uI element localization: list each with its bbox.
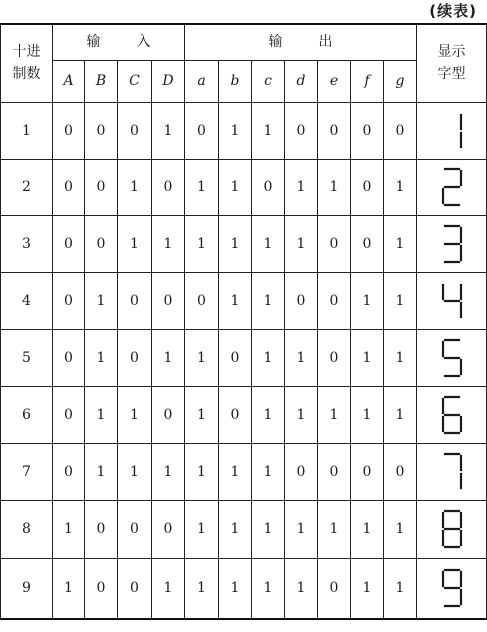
input-cell: 0 — [53, 215, 85, 272]
output-cell: 1 — [285, 159, 318, 215]
input-cell: 0 — [118, 272, 152, 329]
output-cell: 0 — [219, 329, 252, 386]
input-cell: 1 — [152, 558, 185, 619]
table-row — [1, 443, 487, 500]
header-row-groups — [1, 24, 487, 60]
output-var-header: c — [252, 60, 285, 102]
output-cell: 1 — [384, 272, 417, 329]
output-cell: 1 — [185, 215, 219, 272]
output-group-char-2: 出 — [318, 34, 333, 51]
input-cell: 1 — [85, 443, 118, 500]
output-cell: 1 — [384, 159, 417, 215]
seven-segment-digit — [440, 109, 464, 153]
input-cell: 1 — [53, 500, 85, 558]
output-group-char-1: 输 — [268, 34, 283, 51]
output-cell: 1 — [384, 329, 417, 386]
display-cell — [417, 500, 487, 558]
output-cell: 0 — [351, 159, 384, 215]
decimal-cell: 3 — [1, 215, 53, 272]
input-cell: 0 — [53, 443, 85, 500]
decimal-cell: 5 — [1, 329, 53, 386]
output-cell: 1 — [185, 159, 219, 215]
table-body — [1, 102, 487, 619]
input-var-header: A — [53, 60, 85, 102]
table-row — [1, 558, 487, 619]
output-cell: 1 — [285, 558, 318, 619]
display-cell — [417, 329, 487, 386]
decimal-header-line-1: 十进 — [12, 44, 41, 61]
seven-segment-digit — [440, 165, 464, 209]
output-cell: 1 — [384, 386, 417, 443]
input-cell: 1 — [85, 329, 118, 386]
output-cell: 1 — [285, 215, 318, 272]
display-cell — [417, 443, 487, 500]
input-cell: 1 — [152, 102, 185, 159]
output-cell: 0 — [318, 443, 351, 500]
output-cell: 1 — [219, 443, 252, 500]
output-cell: 1 — [351, 500, 384, 558]
input-cell: 1 — [152, 215, 185, 272]
input-var-header: C — [118, 60, 152, 102]
decimal-cell: 7 — [1, 443, 53, 500]
output-cell: 0 — [285, 443, 318, 500]
decimal-cell: 2 — [1, 159, 53, 215]
output-cell: 1 — [285, 329, 318, 386]
header-row-variables — [1, 60, 487, 102]
input-group-header — [53, 24, 185, 60]
output-cell: 1 — [185, 329, 219, 386]
output-cell: 0 — [185, 272, 219, 329]
decimal-cell: 9 — [1, 558, 53, 619]
input-cell: 0 — [53, 386, 85, 443]
output-cell: 1 — [351, 329, 384, 386]
output-cell: 1 — [219, 500, 252, 558]
output-cell: 1 — [384, 558, 417, 619]
input-group-char-1: 输 — [86, 34, 101, 51]
output-group-header — [185, 24, 417, 60]
output-cell: 1 — [252, 329, 285, 386]
input-cell: 1 — [118, 215, 152, 272]
input-cell: 0 — [53, 272, 85, 329]
output-cell: 0 — [318, 272, 351, 329]
output-cell: 1 — [219, 558, 252, 619]
display-cell — [417, 558, 487, 619]
continued-label: (续表) — [429, 2, 477, 20]
output-cell: 1 — [252, 443, 285, 500]
output-cell: 0 — [318, 558, 351, 619]
output-cell: 1 — [185, 443, 219, 500]
output-var-header: b — [219, 60, 252, 102]
display-cell — [417, 386, 487, 443]
decimal-cell: 4 — [1, 272, 53, 329]
display-cell — [417, 102, 487, 159]
output-cell: 1 — [351, 272, 384, 329]
output-cell: 0 — [351, 215, 384, 272]
input-cell: 0 — [152, 159, 185, 215]
output-cell: 1 — [285, 500, 318, 558]
display-header-line-1: 显示 — [437, 44, 466, 61]
seven-segment-digit — [440, 222, 464, 266]
output-cell: 1 — [351, 386, 384, 443]
table-row — [1, 215, 487, 272]
input-cell: 0 — [85, 558, 118, 619]
table-row — [1, 386, 487, 443]
output-cell: 1 — [185, 386, 219, 443]
input-cell: 0 — [118, 558, 152, 619]
decimal-cell: 8 — [1, 500, 53, 558]
seven-segment-digit — [440, 336, 464, 380]
decimal-cell: 6 — [1, 386, 53, 443]
output-cell: 1 — [384, 500, 417, 558]
output-cell: 0 — [318, 329, 351, 386]
input-cell: 1 — [152, 443, 185, 500]
output-cell: 0 — [219, 386, 252, 443]
output-cell: 1 — [219, 272, 252, 329]
output-cell: 1 — [252, 386, 285, 443]
decimal-header — [1, 24, 53, 102]
output-cell: 1 — [318, 500, 351, 558]
input-cell: 0 — [53, 159, 85, 215]
output-cell: 0 — [318, 102, 351, 159]
input-cell: 0 — [85, 500, 118, 558]
output-var-header: f — [351, 60, 384, 102]
decimal-cell: 1 — [1, 102, 53, 159]
table-row — [1, 102, 487, 159]
output-cell: 1 — [318, 159, 351, 215]
output-cell: 0 — [285, 272, 318, 329]
decimal-header-line-2: 制数 — [12, 66, 41, 83]
output-cell: 1 — [252, 215, 285, 272]
output-cell: 0 — [252, 159, 285, 215]
display-cell — [417, 272, 487, 329]
input-cell: 1 — [152, 329, 185, 386]
input-var-header: B — [85, 60, 118, 102]
input-group-char-2: 入 — [136, 34, 151, 51]
display-cell — [417, 215, 487, 272]
output-cell: 1 — [219, 159, 252, 215]
output-cell: 1 — [252, 500, 285, 558]
input-cell: 0 — [85, 215, 118, 272]
input-cell: 1 — [118, 386, 152, 443]
output-cell: 1 — [219, 215, 252, 272]
seven-segment-digit — [440, 393, 464, 437]
truth-table — [0, 23, 487, 620]
display-cell — [417, 159, 487, 215]
table-row — [1, 500, 487, 558]
output-cell: 1 — [185, 558, 219, 619]
output-cell: 0 — [384, 102, 417, 159]
table-row — [1, 329, 487, 386]
input-cell: 1 — [118, 159, 152, 215]
input-cell: 0 — [53, 329, 85, 386]
input-cell: 0 — [152, 386, 185, 443]
seven-segment-digit — [440, 279, 464, 323]
table-row — [1, 272, 487, 329]
output-cell: 0 — [351, 443, 384, 500]
output-cell: 1 — [252, 558, 285, 619]
output-cell: 1 — [384, 215, 417, 272]
output-var-header: e — [318, 60, 351, 102]
display-header — [417, 24, 487, 102]
input-cell: 0 — [118, 329, 152, 386]
input-cell: 1 — [118, 443, 152, 500]
input-cell: 0 — [152, 500, 185, 558]
seven-segment-digit — [440, 507, 464, 551]
input-cell: 1 — [85, 272, 118, 329]
output-cell: 0 — [318, 215, 351, 272]
input-cell: 0 — [118, 102, 152, 159]
output-cell: 0 — [285, 102, 318, 159]
output-cell: 0 — [185, 102, 219, 159]
input-cell: 0 — [152, 272, 185, 329]
table-row — [1, 159, 487, 215]
output-var-header: d — [285, 60, 318, 102]
output-var-header: g — [384, 60, 417, 102]
seven-segment-digit — [440, 450, 464, 494]
output-cell: 1 — [252, 272, 285, 329]
output-cell: 1 — [351, 558, 384, 619]
output-cell: 1 — [185, 500, 219, 558]
output-cell: 1 — [219, 102, 252, 159]
output-cell: 0 — [384, 443, 417, 500]
output-cell: 1 — [252, 102, 285, 159]
input-cell: 0 — [85, 102, 118, 159]
display-header-line-2: 字型 — [437, 66, 466, 83]
input-cell: 1 — [53, 558, 85, 619]
seven-segment-digit — [440, 566, 464, 610]
input-cell: 0 — [85, 159, 118, 215]
output-cell: 0 — [351, 102, 384, 159]
input-cell: 1 — [85, 386, 118, 443]
output-var-header: a — [185, 60, 219, 102]
output-cell: 1 — [285, 386, 318, 443]
output-cell: 1 — [318, 386, 351, 443]
input-cell: 0 — [118, 500, 152, 558]
input-var-header: D — [152, 60, 185, 102]
input-cell: 0 — [53, 102, 85, 159]
